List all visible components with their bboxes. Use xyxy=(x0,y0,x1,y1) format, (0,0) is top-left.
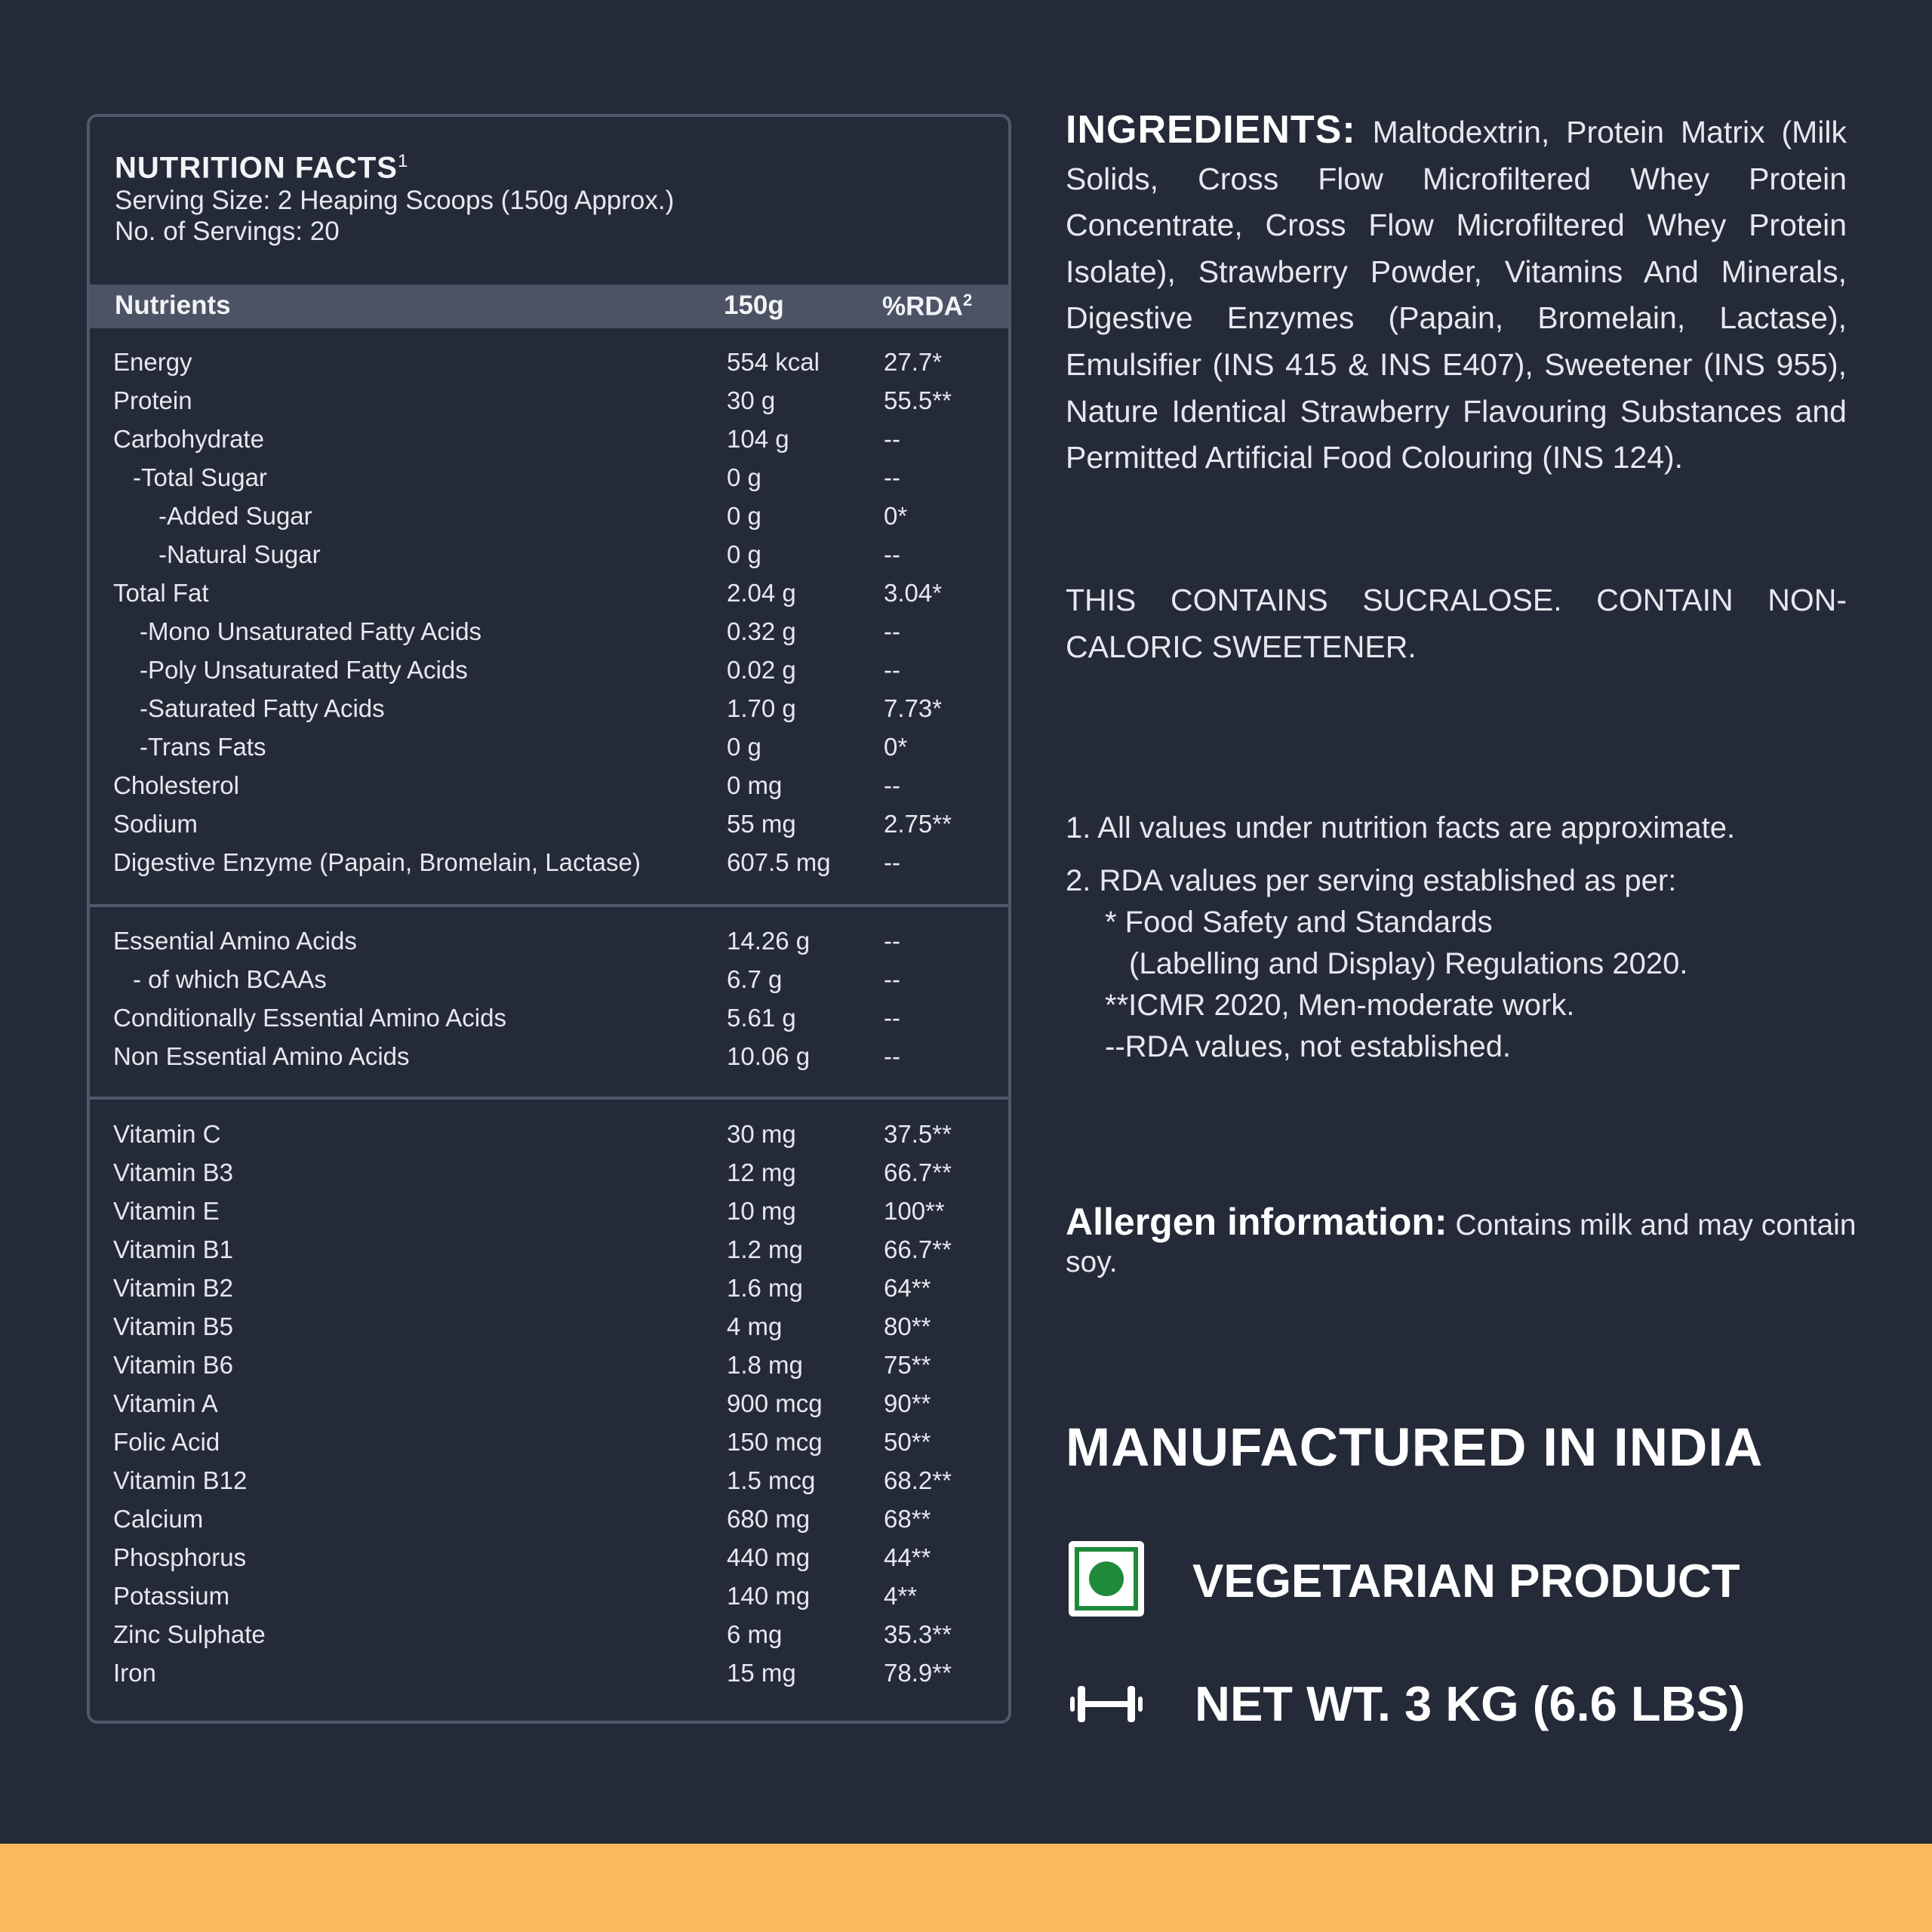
table-row: Essential Amino Acids 14.26 g -- xyxy=(113,927,900,955)
manufactured-in: MANUFACTURED IN INDIA xyxy=(1066,1418,1764,1478)
servings-count: No. of Servings: 20 xyxy=(115,217,340,247)
table-row: Carbohydrate 104 g -- xyxy=(113,425,900,453)
table-row: -Total Sugar 0 g -- xyxy=(133,463,900,491)
serving-size: Serving Size: 2 Heaping Scoops (150g Approx.) xyxy=(115,186,675,216)
table-row: Cholesterol 0 mg -- xyxy=(113,771,900,799)
section-divider xyxy=(90,904,1008,907)
table-row: Protein 30 g 55.5** xyxy=(113,386,952,414)
accent-footer-bar xyxy=(0,1844,1932,1932)
footnote-2a: * Food Safety and Standards xyxy=(1105,906,1493,939)
header-rda: %RDA$^2$ xyxy=(882,291,973,321)
table-row: Phosphorus 440 mg 44** xyxy=(113,1543,931,1571)
dumbbell-icon xyxy=(1069,1681,1144,1727)
table-row: -Added Sugar 0 g 0* xyxy=(158,502,908,530)
table-row: Vitamin A 900 mcg 90** xyxy=(113,1389,931,1417)
footnote-1: 1. All values under nutrition facts are approximate. xyxy=(1066,811,1736,844)
table-row: -Mono Unsaturated Fatty Acids 0.32 g -- xyxy=(140,617,900,645)
sweetener-warning: THIS CONTAINS SUCRALOSE. CONTAIN NON-CALORIC SWEETENER. xyxy=(1066,583,1847,664)
ingredients-block xyxy=(1066,107,1847,481)
footnote-2b: (Labelling and Display) Regulations 2020. xyxy=(1129,947,1688,980)
table-row: Vitamin B12 1.5 mcg 68.2** xyxy=(113,1466,952,1494)
table-header-band xyxy=(90,285,1008,328)
nutrition-title: NUTRITION FACTS$^1$ xyxy=(115,151,409,185)
table-row: Total Fat 2.04 g 3.04* xyxy=(113,579,943,607)
table-row: Zinc Sulphate 6 mg 35.3** xyxy=(113,1620,952,1648)
table-row: -Trans Fats 0 g 0* xyxy=(140,733,908,761)
table-row: Energy 554 kcal 27.7* xyxy=(113,348,943,376)
footnote-2: 2. RDA values per serving established as per: xyxy=(1066,864,1677,897)
ingredients-label: INGREDIENTS: xyxy=(1066,108,1356,152)
table-row: Vitamin B1 1.2 mg 66.7** xyxy=(113,1235,952,1263)
nutrition-facts-panel xyxy=(87,114,1011,1724)
table-row: Vitamin C 30 mg 37.5** xyxy=(113,1120,952,1148)
table-row: -Poly Unsaturated Fatty Acids 0.02 g -- xyxy=(140,656,900,684)
vegetarian-icon xyxy=(1069,1541,1144,1617)
table-row: - of which BCAAs 6.7 g -- xyxy=(133,965,900,993)
allergen-info xyxy=(1066,1201,1862,1281)
table-row: Potassium 140 mg 4** xyxy=(113,1582,918,1610)
table-row: -Natural Sugar 0 g -- xyxy=(158,540,900,568)
vegetarian-label: VEGETARIAN PRODUCT xyxy=(1192,1555,1740,1607)
table-row: Vitamin B2 1.6 mg 64** xyxy=(113,1274,931,1302)
table-row: Vitamin B5 4 mg 80** xyxy=(113,1312,931,1340)
ingredients-text: Maltodextrin, Protein Matrix (Milk Solids, Cross Flow Microfiltered Whey Protein Concentrate, Cross Flow Microfiltered Whey Protein Isolate), Strawberry Powder, Vitamins And Minerals, Digestive Enzymes (Papain, Bromelain, Lactase), Emulsifier (INS 415 & INS E407), Sweetener (INS 955), Nature Identical Strawberry Flavouring Substances and Permitted Artificial Food Colouring (INS 124). xyxy=(1066,115,1847,475)
table-row: Iron 15 mg 78.9** xyxy=(113,1659,952,1687)
allergen-text: Contains milk and may contain soy. xyxy=(1066,1209,1857,1278)
table-row: Vitamin B6 1.8 mg 75** xyxy=(113,1351,931,1379)
table-row: Conditionally Essential Amino Acids 5.61 g -- xyxy=(113,1004,900,1032)
table-row: Non Essential Amino Acids 10.06 g -- xyxy=(113,1042,900,1070)
table-row: Vitamin E 10 mg 100** xyxy=(113,1197,945,1225)
footnote-2c: **ICMR 2020, Men-moderate work. xyxy=(1105,989,1575,1022)
table-row: Folic Acid 150 mcg 50** xyxy=(113,1428,931,1456)
header-amount: 150g xyxy=(724,291,784,320)
table-row: Vitamin B3 12 mg 66.7** xyxy=(113,1158,952,1186)
table-row: Sodium 55 mg 2.75** xyxy=(113,810,952,838)
footnote-2d: --RDA values, not established. xyxy=(1105,1030,1512,1063)
header-nutrients: Nutrients xyxy=(115,291,231,320)
table-row: Calcium 680 mg 68** xyxy=(113,1505,931,1533)
section-divider xyxy=(90,1097,1008,1100)
nutrition-header xyxy=(115,151,674,247)
table-row: Digestive Enzyme (Papain, Bromelain, Lactase) 607.5 mg -- xyxy=(113,848,900,876)
table-row: -Saturated Fatty Acids 1.70 g 7.73* xyxy=(140,694,943,722)
net-weight: NET WT. 3 KG (6.6 LBS) xyxy=(1195,1676,1746,1731)
allergen-label: Allergen information: xyxy=(1066,1201,1447,1243)
